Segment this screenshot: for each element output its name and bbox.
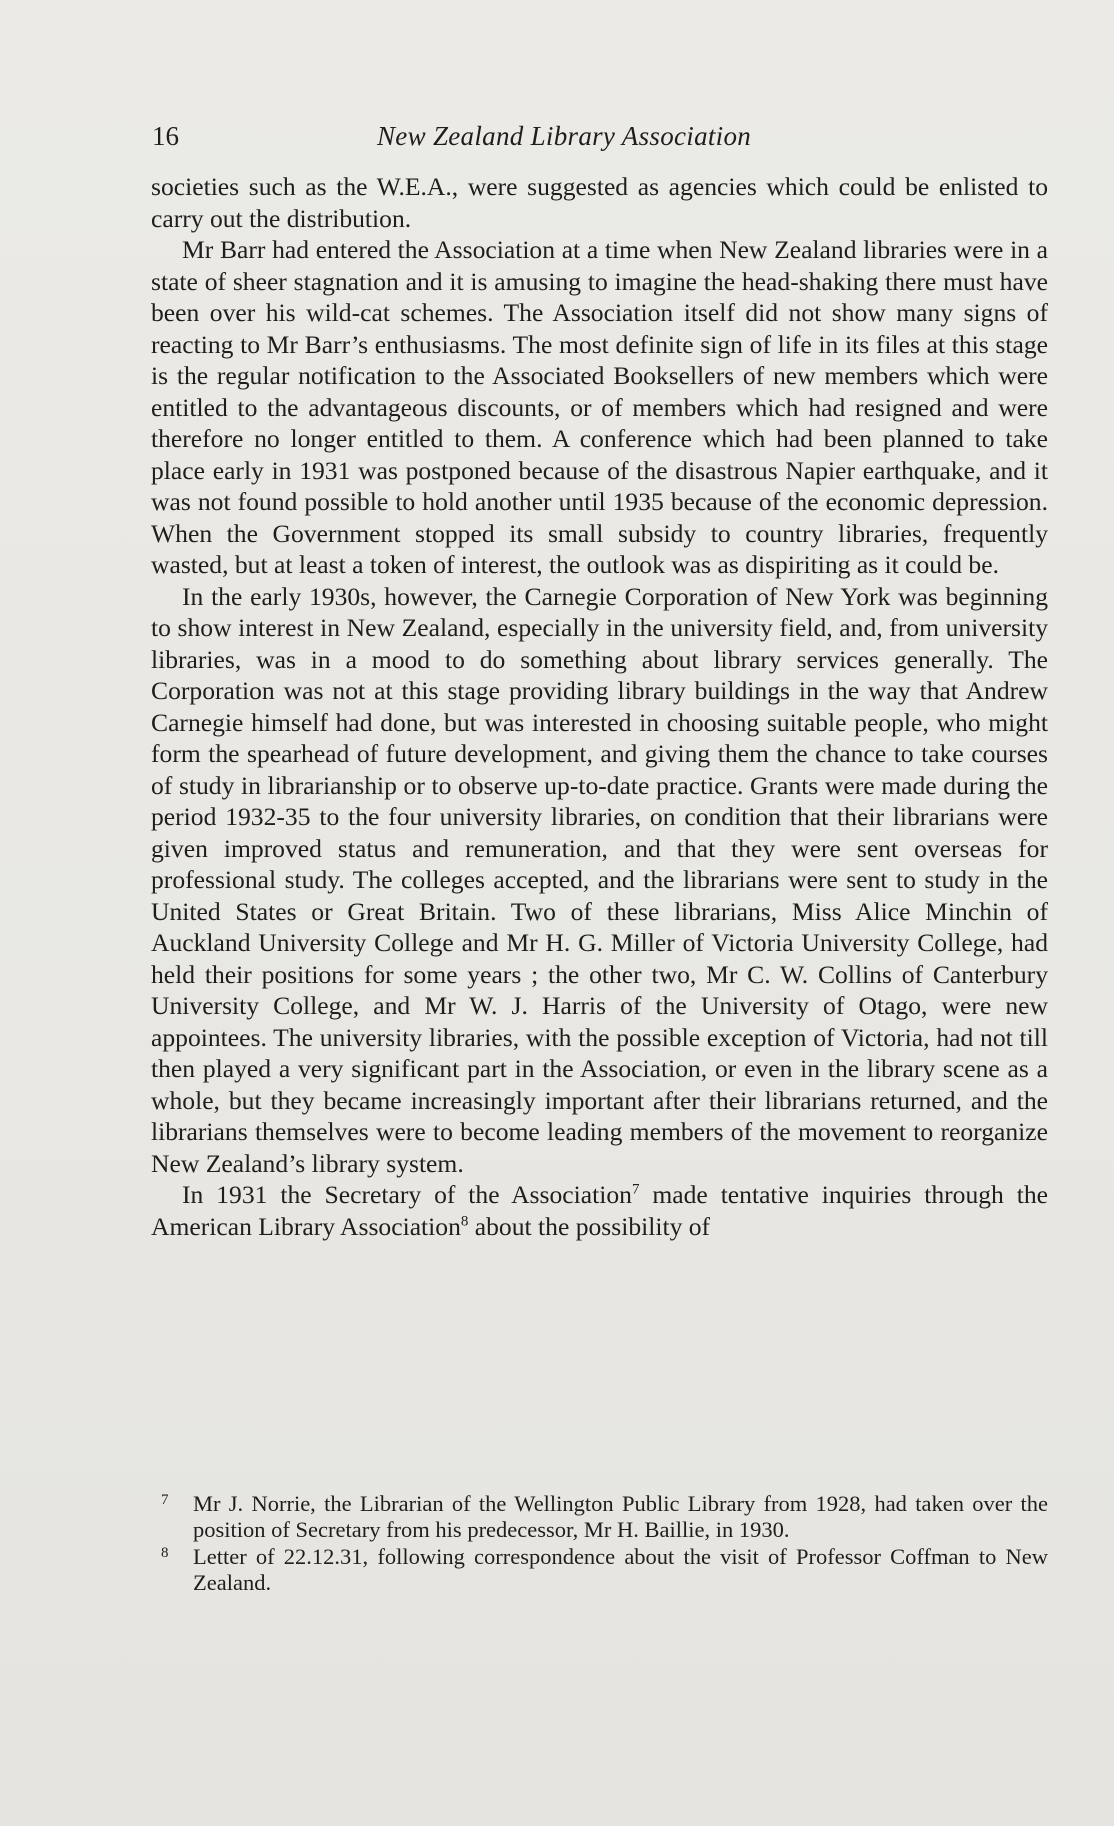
paragraph-2: Mr Barr had entered the Association at a time when New Zealand libraries were in a state of sheer stagnation and it is amusing to imagine the head-shaking there must have been over his wild-cat schemes. The Association itself did not show many signs of reacting to Mr Barr’s enthusiasms. The most definite sign of life in its files at this stage is the regular notification to the Associated Booksellers of new members which were entitled to the advantageous discounts, or of members which had resigned and were therefore no longer entitled to them. A conference which had been planned to take place early in 1931 was postponed because of the disastrous Napier earthquake, and it was not found possible to hold another until 1935 because of the economic depression. When the Government stopped its small subsidy to country libraries, frequently wasted, but at least a token of interest, the outlook was as dispiriting as it could be.: [151, 235, 1048, 579]
footnote-mark: 8: [161, 1545, 169, 1561]
footnote-ref-8: 8: [460, 1212, 469, 1229]
body-text: [151, 171, 1048, 1242]
footnotes: [151, 1491, 1048, 1597]
page-header: [152, 118, 1048, 154]
footnote-mark: 7: [161, 1492, 169, 1508]
footnote-text: Letter of 22.12.31, following correspondence about the visit of Professor Coffman to New Zealand.: [193, 1544, 1048, 1595]
paragraph-1: societies such as the W.E.A., were suggested as agencies which could be enlisted to carry out the distribution.: [151, 172, 1048, 233]
footnote: [151, 1491, 1048, 1542]
running-title: New Zealand Library Association: [377, 121, 752, 151]
paragraph-4-text-a: In 1931 the Secretary of the Association: [182, 1180, 632, 1209]
paragraph-4-text-c: about the possibility of: [468, 1211, 711, 1241]
page-number: 16: [152, 121, 179, 151]
paragraph-4-text-b: made tentative inquiries through the American Library Association: [151, 1180, 1049, 1241]
footnote-text: Mr J. Norrie, the Librarian of the Wellington Public Library from 1928, had taken over the position of Secretary from his predecessor, Mr H. Baillie, in 1930.: [193, 1491, 1048, 1542]
paragraph-3: In the early 1930s, however, the Carnegie Corporation of New York was beginning to show interest in New Zealand, especially in the university field, and, from university libraries, was in a mood to do something about library services generally. The Corporation was not at this stage providing library buildings in the way that Andrew Carnegie himself had done, but was interested in choosing suitable people, who might form the spearhead of future development, and giving them the chance to take courses of study in librarianship or to observe up-to-date practice. Grants were made during the period 1932-35 to the four university libraries, on condition that their librarians were given improved status and remuneration, and that they were sent overseas for professional study. The colleges accepted, and the librarians were sent to study in the United States or Great Britain. Two of these librarians, Miss Alice Minchin of Auckland University College and Mr H. G. Miller of Victoria University College, had held their positions for some years ; the other two, Mr C. W. Collins of Canterbury University College, and Mr W. J. Harris of the University of Otago, were new appointees. The university libraries, with the possible exception of Victoria, had not till then played a very significant part in the Association, or even in the library scene as a whole, but they became increasingly important after their librarians returned, and the librarians themselves were to become leading members of the movement to reorganize New Zealand’s library system.: [151, 581, 1048, 1178]
paragraph-4: [151, 1179, 1048, 1242]
footnote: [151, 1544, 1048, 1595]
footnote-ref-7: 7: [631, 1181, 640, 1198]
